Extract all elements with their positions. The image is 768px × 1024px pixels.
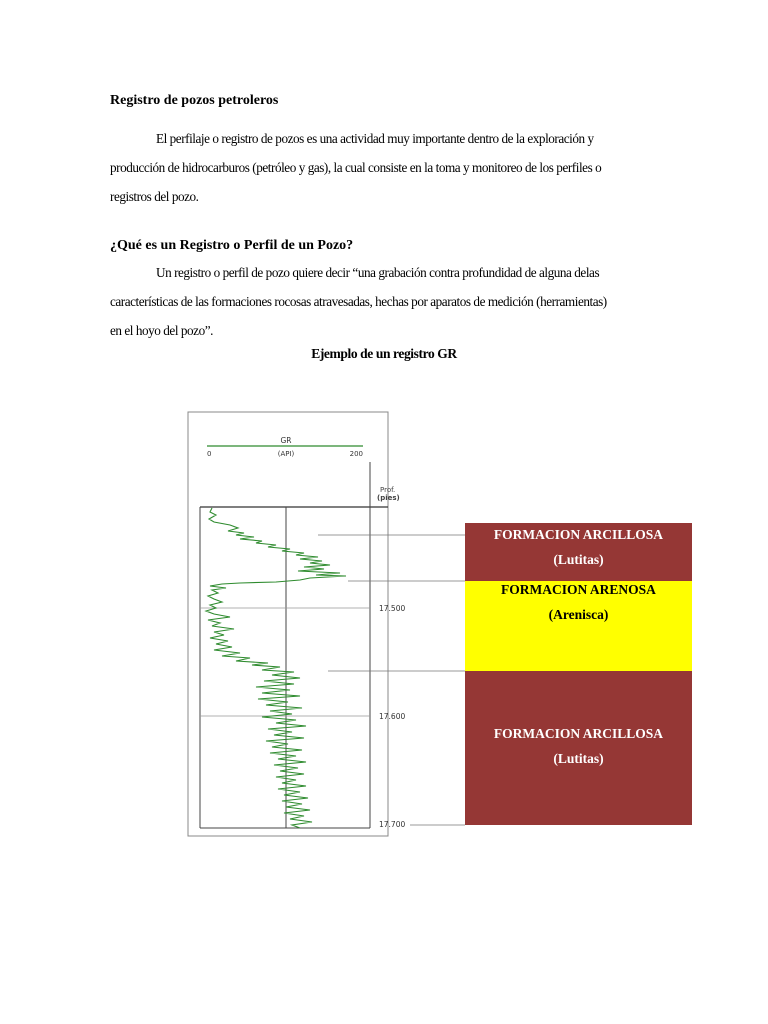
scale-max: 200 xyxy=(349,450,363,458)
formation-rock: (Arenisca) xyxy=(548,607,609,622)
scale-min: 0 xyxy=(207,450,212,458)
section-title-registro: Registro de pozos petroleros xyxy=(110,93,279,108)
paragraph-line: producción de hidrocarburos (petróleo y gas), la cual consiste en la toma y monitoreo de los perfiles o xyxy=(110,160,602,175)
curve-title: GR xyxy=(280,436,292,445)
paragraph-line: en el hoyo del pozo”. xyxy=(110,323,213,338)
depth-header: Prof. xyxy=(380,486,396,494)
paragraph-line: El perfilaje o registro de pozos es una actividad muy importante dentro de la exploración y xyxy=(156,131,594,146)
formation-arcillosa-top xyxy=(465,523,692,581)
figure-caption: Ejemplo de un registro GR xyxy=(311,346,457,361)
depth-label-17600: 17.600 xyxy=(379,712,406,721)
formation-name: FORMACION ARENOSA xyxy=(501,582,656,597)
scale-unit: (API) xyxy=(277,450,295,458)
depth-unit: (pies) xyxy=(377,494,400,502)
paragraph-line: registros del pozo. xyxy=(110,189,199,204)
formation-name: FORMACION ARCILLOSA xyxy=(493,726,664,741)
section-title-que-es: ¿Qué es un Registro o Perfil de un Pozo? xyxy=(110,238,354,253)
formation-arenosa xyxy=(465,581,692,671)
formation-rock: (Lutitas) xyxy=(553,751,604,766)
formation-arcillosa-bottom xyxy=(465,671,692,825)
paragraph-line: Un registro o perfil de pozo quiere decir “una grabación contra profundidad de alguna delas xyxy=(156,265,600,280)
formation-rock: (Lutitas) xyxy=(553,552,604,567)
formation-name: FORMACION ARCILLOSA xyxy=(493,527,664,542)
depth-label-17700: 17.700 xyxy=(379,820,406,829)
paragraph-line: características de las formaciones rocosas atravesadas, hechas por aparatos de medición (herramientas) xyxy=(110,294,607,309)
depth-label-17500: 17.500 xyxy=(379,604,406,613)
